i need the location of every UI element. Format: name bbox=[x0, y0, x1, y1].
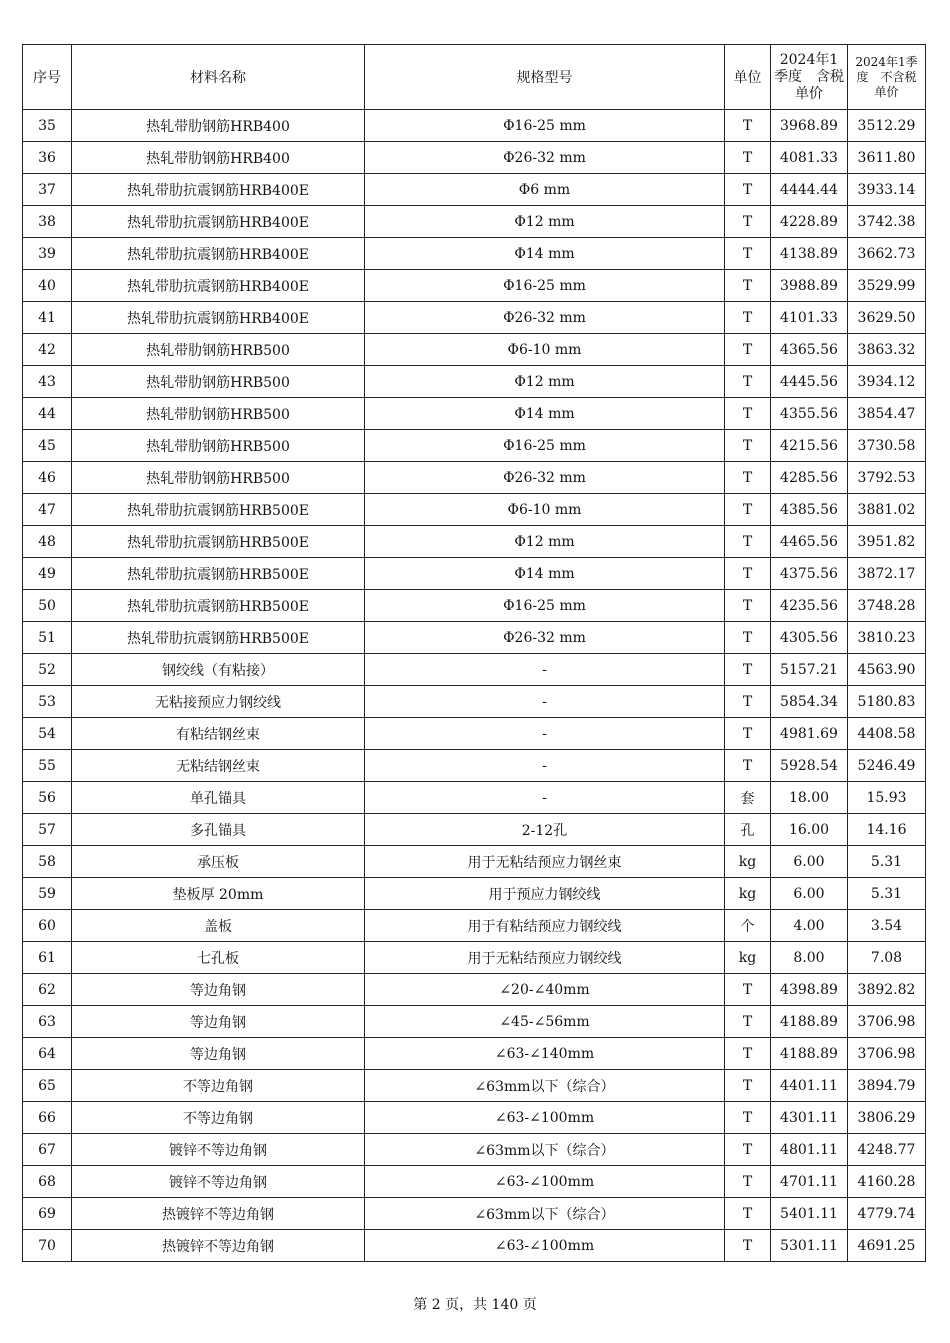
material-name-cell: 热轧带肋抗震钢筋HRB500E bbox=[72, 590, 365, 622]
spec-cell: - bbox=[365, 718, 725, 750]
unit-cell: T bbox=[725, 110, 771, 142]
price-without-tax-cell: 3854.47 bbox=[848, 398, 926, 430]
spec-cell: Φ26-32 mm bbox=[365, 302, 725, 334]
price-without-tax-cell: 3951.82 bbox=[848, 526, 926, 558]
price-without-tax-cell: 3863.32 bbox=[848, 334, 926, 366]
price-without-tax-cell: 3529.99 bbox=[848, 270, 926, 302]
spec-cell: Φ6-10 mm bbox=[365, 494, 725, 526]
table-row bbox=[23, 334, 926, 366]
spec-cell: ∠63-∠100mm bbox=[365, 1102, 725, 1134]
table-row bbox=[23, 110, 926, 142]
price-without-tax-cell: 3662.73 bbox=[848, 238, 926, 270]
price-with-tax-cell: 3968.89 bbox=[771, 110, 848, 142]
price-without-tax-cell: 4563.90 bbox=[848, 654, 926, 686]
spec-cell: ∠20-∠40mm bbox=[365, 974, 725, 1006]
row-no-cell: 66 bbox=[23, 1102, 72, 1134]
row-no-cell: 54 bbox=[23, 718, 72, 750]
price-with-tax-cell: 4081.33 bbox=[771, 142, 848, 174]
price-with-tax-cell: 6.00 bbox=[771, 878, 848, 910]
spec-cell: Φ16-25 mm bbox=[365, 110, 725, 142]
table-row bbox=[23, 366, 926, 398]
row-no-cell: 49 bbox=[23, 558, 72, 590]
table-row bbox=[23, 462, 926, 494]
price-without-tax-cell: 14.16 bbox=[848, 814, 926, 846]
row-no-cell: 53 bbox=[23, 686, 72, 718]
row-no-cell: 47 bbox=[23, 494, 72, 526]
price-with-tax-cell: 16.00 bbox=[771, 814, 848, 846]
spec-cell: Φ6 mm bbox=[365, 174, 725, 206]
material-name-cell: 热轧带肋抗震钢筋HRB400E bbox=[72, 206, 365, 238]
price-without-tax-cell: 4408.58 bbox=[848, 718, 926, 750]
row-no-cell: 70 bbox=[23, 1230, 72, 1262]
spec-cell: Φ26-32 mm bbox=[365, 462, 725, 494]
row-no-cell: 69 bbox=[23, 1198, 72, 1230]
price-without-tax-cell: 3892.82 bbox=[848, 974, 926, 1006]
unit-cell: T bbox=[725, 686, 771, 718]
table-row bbox=[23, 686, 926, 718]
row-no-cell: 60 bbox=[23, 910, 72, 942]
spec-cell: 2-12孔 bbox=[365, 814, 725, 846]
unit-cell: T bbox=[725, 270, 771, 302]
material-name-cell: 镀锌不等边角钢 bbox=[72, 1134, 365, 1166]
material-name-cell: 热轧带肋钢筋HRB500 bbox=[72, 334, 365, 366]
material-name-cell: 等边角钢 bbox=[72, 1038, 365, 1070]
row-no-cell: 67 bbox=[23, 1134, 72, 1166]
table-row bbox=[23, 1134, 926, 1166]
price-with-tax-cell: 4188.89 bbox=[771, 1038, 848, 1070]
unit-cell: T bbox=[725, 974, 771, 1006]
price-without-tax-cell: 7.08 bbox=[848, 942, 926, 974]
table-row bbox=[23, 398, 926, 430]
spec-cell: ∠63mm以下（综合） bbox=[365, 1198, 725, 1230]
row-no-cell: 41 bbox=[23, 302, 72, 334]
table-row bbox=[23, 718, 926, 750]
material-name-cell: 热轧带肋钢筋HRB500 bbox=[72, 398, 365, 430]
unit-cell: kg bbox=[725, 846, 771, 878]
material-name-cell: 热镀锌不等边角钢 bbox=[72, 1198, 365, 1230]
unit-cell: T bbox=[725, 302, 771, 334]
price-with-tax-cell: 4101.33 bbox=[771, 302, 848, 334]
unit-cell: T bbox=[725, 590, 771, 622]
price-with-tax-cell: 4285.56 bbox=[771, 462, 848, 494]
spec-cell: Φ26-32 mm bbox=[365, 622, 725, 654]
price-without-tax-cell: 3706.98 bbox=[848, 1038, 926, 1070]
header-price-with-tax: 2024年1季度 含税单价 bbox=[771, 45, 848, 110]
price-without-tax-cell: 3611.80 bbox=[848, 142, 926, 174]
spec-cell: 用于无粘结预应力钢绞线 bbox=[365, 942, 725, 974]
price-without-tax-cell: 3512.29 bbox=[848, 110, 926, 142]
unit-cell: kg bbox=[725, 942, 771, 974]
spec-cell: Φ12 mm bbox=[365, 526, 725, 558]
material-name-cell: 热轧带肋抗震钢筋HRB400E bbox=[72, 238, 365, 270]
price-with-tax-cell: 4375.56 bbox=[771, 558, 848, 590]
price-without-tax-cell: 5180.83 bbox=[848, 686, 926, 718]
unit-cell: 孔 bbox=[725, 814, 771, 846]
table-row bbox=[23, 910, 926, 942]
row-no-cell: 59 bbox=[23, 878, 72, 910]
price-with-tax-cell: 4228.89 bbox=[771, 206, 848, 238]
header-unit: 单位 bbox=[725, 45, 771, 110]
price-without-tax-cell: 3894.79 bbox=[848, 1070, 926, 1102]
table-row bbox=[23, 814, 926, 846]
price-with-tax-cell: 3988.89 bbox=[771, 270, 848, 302]
table-row bbox=[23, 494, 926, 526]
spec-cell: Φ12 mm bbox=[365, 206, 725, 238]
price-with-tax-cell: 18.00 bbox=[771, 782, 848, 814]
spec-cell: Φ16-25 mm bbox=[365, 590, 725, 622]
unit-cell: T bbox=[725, 654, 771, 686]
material-name-cell: 热轧带肋抗震钢筋HRB400E bbox=[72, 270, 365, 302]
table-row bbox=[23, 302, 926, 334]
price-with-tax-cell: 4385.56 bbox=[771, 494, 848, 526]
spec-cell: - bbox=[365, 750, 725, 782]
price-with-tax-cell: 4701.11 bbox=[771, 1166, 848, 1198]
spec-cell: Φ26-32 mm bbox=[365, 142, 725, 174]
table-row bbox=[23, 142, 926, 174]
material-name-cell: 热轧带肋抗震钢筋HRB500E bbox=[72, 558, 365, 590]
material-name-cell: 钢绞线（有粘接） bbox=[72, 654, 365, 686]
unit-cell: kg bbox=[725, 878, 771, 910]
spec-cell: Φ14 mm bbox=[365, 558, 725, 590]
table-body bbox=[23, 110, 926, 1262]
price-with-tax-cell: 4301.11 bbox=[771, 1102, 848, 1134]
price-without-tax-cell: 3933.14 bbox=[848, 174, 926, 206]
unit-cell: T bbox=[725, 238, 771, 270]
header-material-name: 材料名称 bbox=[72, 45, 365, 110]
table-row bbox=[23, 1230, 926, 1262]
spec-cell: Φ16-25 mm bbox=[365, 430, 725, 462]
spec-cell: ∠63-∠140mm bbox=[365, 1038, 725, 1070]
unit-cell: 套 bbox=[725, 782, 771, 814]
unit-cell: T bbox=[725, 206, 771, 238]
table-row bbox=[23, 878, 926, 910]
price-without-tax-cell: 15.93 bbox=[848, 782, 926, 814]
price-with-tax-cell: 4138.89 bbox=[771, 238, 848, 270]
material-name-cell: 垫板厚 20mm bbox=[72, 878, 365, 910]
row-no-cell: 52 bbox=[23, 654, 72, 686]
spec-cell: 用于无粘结预应力钢丝束 bbox=[365, 846, 725, 878]
price-with-tax-cell: 5301.11 bbox=[771, 1230, 848, 1262]
header-no: 序号 bbox=[23, 45, 72, 110]
price-without-tax-cell: 4160.28 bbox=[848, 1166, 926, 1198]
unit-cell: T bbox=[725, 1134, 771, 1166]
material-name-cell: 等边角钢 bbox=[72, 1006, 365, 1038]
unit-cell: T bbox=[725, 1198, 771, 1230]
table-row bbox=[23, 590, 926, 622]
price-without-tax-cell: 4691.25 bbox=[848, 1230, 926, 1262]
price-with-tax-cell: 4235.56 bbox=[771, 590, 848, 622]
material-price-table bbox=[22, 44, 926, 1262]
row-no-cell: 38 bbox=[23, 206, 72, 238]
material-name-cell: 无粘接预应力钢绞线 bbox=[72, 686, 365, 718]
row-no-cell: 58 bbox=[23, 846, 72, 878]
unit-cell: T bbox=[725, 462, 771, 494]
table-row bbox=[23, 750, 926, 782]
table-row bbox=[23, 654, 926, 686]
price-without-tax-cell: 3934.12 bbox=[848, 366, 926, 398]
table-row bbox=[23, 270, 926, 302]
row-no-cell: 40 bbox=[23, 270, 72, 302]
material-name-cell: 单孔锚具 bbox=[72, 782, 365, 814]
table-row bbox=[23, 782, 926, 814]
material-name-cell: 热轧带肋钢筋HRB500 bbox=[72, 430, 365, 462]
table-row bbox=[23, 1038, 926, 1070]
price-with-tax-cell: 5928.54 bbox=[771, 750, 848, 782]
row-no-cell: 44 bbox=[23, 398, 72, 430]
page-footer: 第 2 页，共 140 页 bbox=[413, 1297, 537, 1313]
material-name-cell: 七孔板 bbox=[72, 942, 365, 974]
price-without-tax-cell: 3730.58 bbox=[848, 430, 926, 462]
price-with-tax-cell: 4981.69 bbox=[771, 718, 848, 750]
price-without-tax-cell: 3748.28 bbox=[848, 590, 926, 622]
table-row bbox=[23, 206, 926, 238]
unit-cell: T bbox=[725, 1006, 771, 1038]
spec-cell: 用于预应力钢绞线 bbox=[365, 878, 725, 910]
table-row bbox=[23, 974, 926, 1006]
row-no-cell: 68 bbox=[23, 1166, 72, 1198]
table-row bbox=[23, 1070, 926, 1102]
unit-cell: T bbox=[725, 142, 771, 174]
row-no-cell: 36 bbox=[23, 142, 72, 174]
material-name-cell: 热轧带肋抗震钢筋HRB400E bbox=[72, 174, 365, 206]
unit-cell: T bbox=[725, 174, 771, 206]
price-with-tax-cell: 4365.56 bbox=[771, 334, 848, 366]
row-no-cell: 50 bbox=[23, 590, 72, 622]
row-no-cell: 57 bbox=[23, 814, 72, 846]
table-row bbox=[23, 622, 926, 654]
price-with-tax-cell: 4215.56 bbox=[771, 430, 848, 462]
price-with-tax-cell: 4401.11 bbox=[771, 1070, 848, 1102]
row-no-cell: 39 bbox=[23, 238, 72, 270]
spec-cell: 用于有粘结预应力钢绞线 bbox=[365, 910, 725, 942]
unit-cell: T bbox=[725, 526, 771, 558]
table-row bbox=[23, 430, 926, 462]
price-without-tax-cell: 3629.50 bbox=[848, 302, 926, 334]
price-without-tax-cell: 3806.29 bbox=[848, 1102, 926, 1134]
unit-cell: T bbox=[725, 398, 771, 430]
spec-cell: ∠63-∠100mm bbox=[365, 1230, 725, 1262]
material-name-cell: 承压板 bbox=[72, 846, 365, 878]
row-no-cell: 63 bbox=[23, 1006, 72, 1038]
price-with-tax-cell: 4801.11 bbox=[771, 1134, 848, 1166]
price-with-tax-cell: 4355.56 bbox=[771, 398, 848, 430]
spec-cell: ∠63-∠100mm bbox=[365, 1166, 725, 1198]
row-no-cell: 48 bbox=[23, 526, 72, 558]
spec-cell: Φ6-10 mm bbox=[365, 334, 725, 366]
unit-cell: T bbox=[725, 718, 771, 750]
spec-cell: ∠63mm以下（综合） bbox=[365, 1070, 725, 1102]
unit-cell: T bbox=[725, 1166, 771, 1198]
material-name-cell: 有粘结钢丝束 bbox=[72, 718, 365, 750]
unit-cell: T bbox=[725, 1070, 771, 1102]
material-name-cell: 热轧带肋钢筋HRB400 bbox=[72, 110, 365, 142]
unit-cell: T bbox=[725, 494, 771, 526]
row-no-cell: 43 bbox=[23, 366, 72, 398]
price-with-tax-cell: 4305.56 bbox=[771, 622, 848, 654]
row-no-cell: 37 bbox=[23, 174, 72, 206]
table-row bbox=[23, 174, 926, 206]
spec-cell: - bbox=[365, 654, 725, 686]
price-with-tax-cell: 4188.89 bbox=[771, 1006, 848, 1038]
price-with-tax-cell: 4398.89 bbox=[771, 974, 848, 1006]
unit-cell: T bbox=[725, 622, 771, 654]
material-name-cell: 不等边角钢 bbox=[72, 1070, 365, 1102]
row-no-cell: 42 bbox=[23, 334, 72, 366]
table-row bbox=[23, 846, 926, 878]
unit-cell: T bbox=[725, 1230, 771, 1262]
unit-cell: T bbox=[725, 366, 771, 398]
price-without-tax-cell: 5.31 bbox=[848, 846, 926, 878]
spec-cell: Φ12 mm bbox=[365, 366, 725, 398]
row-no-cell: 45 bbox=[23, 430, 72, 462]
material-name-cell: 热镀锌不等边角钢 bbox=[72, 1230, 365, 1262]
material-name-cell: 不等边角钢 bbox=[72, 1102, 365, 1134]
unit-cell: 个 bbox=[725, 910, 771, 942]
price-with-tax-cell: 8.00 bbox=[771, 942, 848, 974]
table-row bbox=[23, 238, 926, 270]
price-with-tax-cell: 4.00 bbox=[771, 910, 848, 942]
material-name-cell: 热轧带肋钢筋HRB500 bbox=[72, 462, 365, 494]
unit-cell: T bbox=[725, 430, 771, 462]
unit-cell: T bbox=[725, 1038, 771, 1070]
price-without-tax-cell: 3792.53 bbox=[848, 462, 926, 494]
price-with-tax-cell: 4445.56 bbox=[771, 366, 848, 398]
row-no-cell: 35 bbox=[23, 110, 72, 142]
row-no-cell: 56 bbox=[23, 782, 72, 814]
price-without-tax-cell: 4248.77 bbox=[848, 1134, 926, 1166]
price-with-tax-cell: 4444.44 bbox=[771, 174, 848, 206]
spec-cell: Φ14 mm bbox=[365, 398, 725, 430]
spec-cell: ∠45-∠56mm bbox=[365, 1006, 725, 1038]
row-no-cell: 51 bbox=[23, 622, 72, 654]
material-name-cell: 等边角钢 bbox=[72, 974, 365, 1006]
row-no-cell: 55 bbox=[23, 750, 72, 782]
row-no-cell: 46 bbox=[23, 462, 72, 494]
material-name-cell: 热轧带肋抗震钢筋HRB500E bbox=[72, 526, 365, 558]
row-no-cell: 64 bbox=[23, 1038, 72, 1070]
row-no-cell: 62 bbox=[23, 974, 72, 1006]
price-without-tax-cell: 5.31 bbox=[848, 878, 926, 910]
header-spec: 规格型号 bbox=[365, 45, 725, 110]
material-name-cell: 无粘结钢丝束 bbox=[72, 750, 365, 782]
material-name-cell: 热轧带肋抗震钢筋HRB400E bbox=[72, 302, 365, 334]
price-without-tax-cell: 5246.49 bbox=[848, 750, 926, 782]
unit-cell: T bbox=[725, 558, 771, 590]
material-name-cell: 热轧带肋抗震钢筋HRB500E bbox=[72, 494, 365, 526]
spec-cell: - bbox=[365, 782, 725, 814]
material-name-cell: 镀锌不等边角钢 bbox=[72, 1166, 365, 1198]
price-with-tax-cell: 6.00 bbox=[771, 846, 848, 878]
unit-cell: T bbox=[725, 334, 771, 366]
price-without-tax-cell: 3810.23 bbox=[848, 622, 926, 654]
price-without-tax-cell: 3.54 bbox=[848, 910, 926, 942]
price-without-tax-cell: 3881.02 bbox=[848, 494, 926, 526]
spec-cell: Φ16-25 mm bbox=[365, 270, 725, 302]
spec-cell: ∠63mm以下（综合） bbox=[365, 1134, 725, 1166]
table-row bbox=[23, 942, 926, 974]
price-without-tax-cell: 3706.98 bbox=[848, 1006, 926, 1038]
price-without-tax-cell: 3742.38 bbox=[848, 206, 926, 238]
material-name-cell: 盖板 bbox=[72, 910, 365, 942]
material-name-cell: 热轧带肋钢筋HRB400 bbox=[72, 142, 365, 174]
table-row bbox=[23, 1198, 926, 1230]
spec-cell: - bbox=[365, 686, 725, 718]
table-row bbox=[23, 1102, 926, 1134]
row-no-cell: 65 bbox=[23, 1070, 72, 1102]
material-name-cell: 热轧带肋钢筋HRB500 bbox=[72, 366, 365, 398]
header-price-without-tax: 2024年1季度 不含税单价 bbox=[848, 45, 926, 110]
unit-cell: T bbox=[725, 1102, 771, 1134]
price-with-tax-cell: 4465.56 bbox=[771, 526, 848, 558]
header-row bbox=[23, 45, 926, 110]
material-name-cell: 热轧带肋抗震钢筋HRB500E bbox=[72, 622, 365, 654]
table-row bbox=[23, 558, 926, 590]
row-no-cell: 61 bbox=[23, 942, 72, 974]
price-with-tax-cell: 5854.34 bbox=[771, 686, 848, 718]
table-row bbox=[23, 1006, 926, 1038]
material-name-cell: 多孔锚具 bbox=[72, 814, 365, 846]
table-row bbox=[23, 1166, 926, 1198]
price-with-tax-cell: 5401.11 bbox=[771, 1198, 848, 1230]
price-with-tax-cell: 5157.21 bbox=[771, 654, 848, 686]
price-without-tax-cell: 3872.17 bbox=[848, 558, 926, 590]
spec-cell: Φ14 mm bbox=[365, 238, 725, 270]
table-row bbox=[23, 526, 926, 558]
price-without-tax-cell: 4779.74 bbox=[848, 1198, 926, 1230]
unit-cell: T bbox=[725, 750, 771, 782]
